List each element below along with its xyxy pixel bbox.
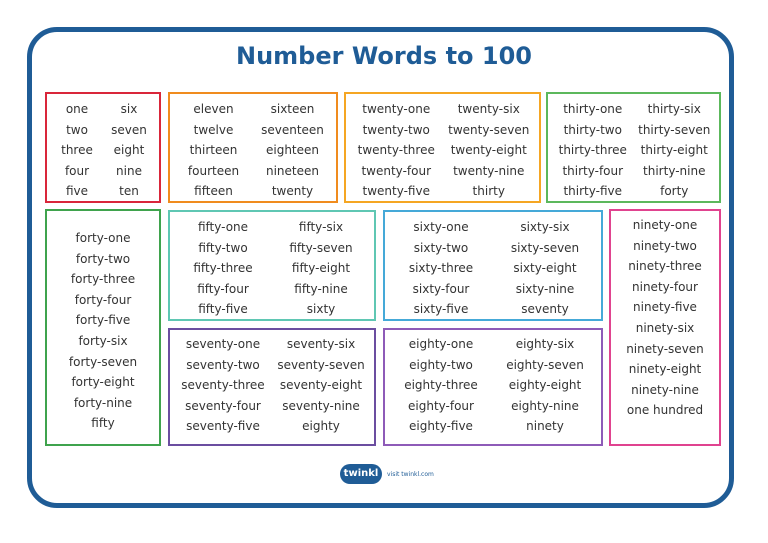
- words-71-80-box: [168, 328, 376, 446]
- word: sixty-two: [413, 240, 469, 255]
- word: eighty-eight: [508, 378, 582, 393]
- word: five: [65, 184, 89, 199]
- word: twenty-eight: [450, 143, 527, 158]
- word: eighteen: [265, 143, 319, 158]
- word: seventy-one: [185, 337, 261, 351]
- footer-branding: [340, 463, 434, 485]
- word: eighty-five: [409, 419, 473, 434]
- word: twenty-one: [362, 102, 431, 116]
- word: eighty-six: [515, 337, 575, 351]
- words-1-10-box: [45, 92, 161, 203]
- word: ninety-one: [632, 218, 698, 232]
- word: seven: [111, 122, 147, 137]
- word: twenty: [271, 184, 314, 199]
- word: thirty-eight: [640, 143, 708, 158]
- word: ninety-nine: [631, 382, 699, 397]
- word: one hundred: [626, 403, 704, 418]
- word: twenty-five: [362, 184, 430, 199]
- word: thirty: [472, 184, 505, 199]
- word: sixty: [306, 302, 336, 317]
- word: forty-five: [75, 313, 131, 328]
- word: ninety-four: [632, 279, 698, 294]
- word: fifty-four: [197, 281, 249, 296]
- words-81-90-box: [383, 328, 603, 446]
- word: nine: [116, 163, 142, 178]
- word: ten: [119, 184, 139, 199]
- word: one: [65, 102, 89, 116]
- word: fifty-seven: [289, 240, 353, 255]
- word: thirty-one: [563, 102, 623, 116]
- word: eighty-one: [408, 337, 474, 351]
- word: two: [66, 122, 88, 137]
- word: sixty-six: [520, 220, 570, 234]
- word: ninety-six: [635, 320, 695, 335]
- word: twenty-six: [457, 102, 520, 116]
- word: thirty-nine: [643, 163, 706, 178]
- word: sixty-four: [412, 281, 470, 296]
- word: eight: [113, 143, 145, 158]
- word: seventy-nine: [282, 398, 360, 413]
- word: forty-one: [75, 231, 131, 245]
- word: forty-seven: [68, 354, 138, 369]
- word: thirteen: [189, 143, 238, 158]
- word: three: [61, 143, 93, 158]
- word: ninety-five: [633, 300, 697, 315]
- word: fifty-one: [197, 220, 249, 234]
- word: thirty-two: [563, 122, 622, 137]
- word: seventy-four: [185, 398, 261, 413]
- word: eighty-seven: [506, 357, 584, 372]
- word: forty: [660, 184, 689, 199]
- word: fifty-six: [298, 220, 344, 234]
- word: ninety: [526, 419, 564, 434]
- word: ninety-eight: [628, 362, 702, 377]
- word: eighty-two: [409, 357, 473, 372]
- word: sixty-five: [413, 302, 469, 317]
- word: ninety-two: [633, 238, 697, 253]
- word: seventy-three: [181, 378, 265, 393]
- word: thirty-six: [647, 102, 701, 116]
- word: twenty-nine: [453, 163, 525, 178]
- word: seventeen: [261, 122, 324, 137]
- word: twenty-three: [357, 143, 435, 158]
- word: sixty-seven: [510, 240, 580, 255]
- word: twenty-two: [362, 122, 430, 137]
- word: eighty-nine: [511, 398, 579, 413]
- word: sixteen: [270, 102, 315, 116]
- twinkl-logo: twinkl: [340, 464, 382, 484]
- word: thirty-five: [563, 184, 623, 199]
- visit-link[interactable]: visit twinkl.com: [387, 470, 434, 478]
- word: sixty-one: [413, 220, 469, 234]
- word: fifty-three: [193, 261, 253, 276]
- word: forty-four: [74, 292, 132, 307]
- word: thirty-four: [562, 163, 624, 178]
- words-51-60-box: [168, 210, 376, 321]
- words-41-50-box: [45, 209, 161, 446]
- word: seventy-eight: [279, 378, 363, 393]
- word: six: [120, 102, 138, 116]
- words-21-30-box: [344, 92, 541, 203]
- word: twelve: [193, 122, 234, 137]
- word: nineteen: [265, 163, 319, 178]
- word: forty-two: [75, 251, 131, 266]
- word: seventy-six: [286, 337, 356, 351]
- word: seventy-two: [186, 357, 260, 372]
- word: forty-three: [70, 272, 136, 287]
- word: fifty-five: [198, 302, 248, 317]
- word: forty-six: [78, 333, 128, 348]
- word: four: [64, 163, 90, 178]
- words-61-70-box: [383, 210, 603, 321]
- word: seventy-seven: [277, 357, 365, 372]
- word: fourteen: [187, 163, 240, 178]
- word: seventy-five: [186, 419, 260, 434]
- word: forty-eight: [71, 375, 135, 390]
- word: twenty-seven: [448, 122, 530, 137]
- word: thirty-three: [558, 143, 627, 158]
- words-11-20-box: [168, 92, 338, 203]
- word: eighty-three: [404, 378, 478, 393]
- word: ninety-three: [628, 259, 702, 274]
- word: fifteen: [194, 184, 233, 199]
- word: sixty-eight: [513, 261, 577, 276]
- word: fifty-nine: [294, 281, 348, 296]
- word: forty-nine: [73, 395, 133, 410]
- word: eleven: [193, 102, 234, 116]
- word: thirty-seven: [638, 122, 711, 137]
- word: twenty-four: [361, 163, 432, 178]
- word: sixty-three: [408, 261, 474, 276]
- word: fifty-two: [198, 240, 248, 255]
- word: fifty-eight: [291, 261, 351, 276]
- word: eighty-four: [408, 398, 474, 413]
- word: seventy: [521, 302, 569, 317]
- page-title: Number Words to 100: [235, 42, 532, 70]
- word: fifty: [91, 416, 115, 431]
- words-31-40-box: [546, 92, 721, 203]
- word: eighty: [302, 419, 340, 434]
- word: ninety-seven: [626, 341, 704, 356]
- words-91-100-box: [609, 209, 721, 446]
- word: sixty-nine: [515, 281, 575, 296]
